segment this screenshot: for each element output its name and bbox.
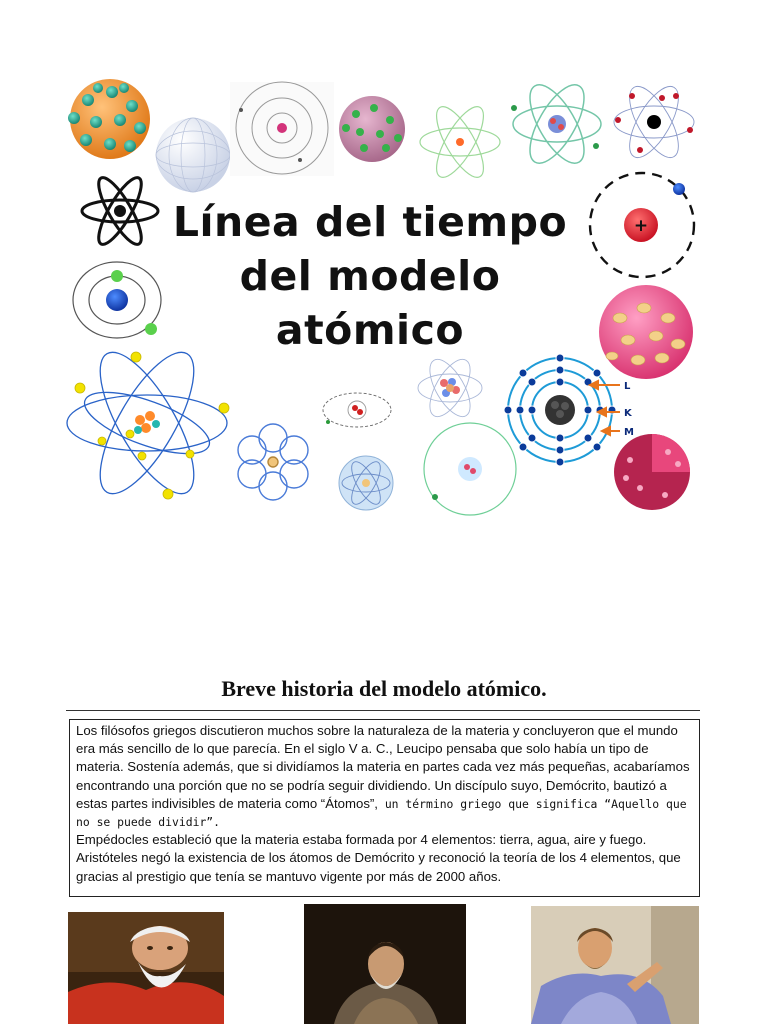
- rutherford-green-model: [420, 100, 500, 183]
- section-heading: Breve historia del modelo atómico.: [221, 676, 547, 701]
- page-title: [150, 195, 590, 357]
- rutherford-small-orbit-model: [323, 393, 391, 427]
- sommerfeld-flower-model: [238, 424, 308, 500]
- thomson-pink-model: [599, 285, 693, 379]
- dalton-sphere: [156, 118, 230, 192]
- rutherford-black-model: [614, 79, 694, 164]
- history-paragraph-3: Aristóteles negó la existencia de los átomos de Demócrito y reconoció la teoría de los 4 elementos, que gracias al prestigio que tenía se mantuvo vigente por más de 2000 años.: [76, 850, 681, 884]
- page-title-line-1: Línea del tiempo: [172, 198, 568, 246]
- history-text-box: [69, 719, 700, 897]
- shell-label-m: M: [624, 427, 634, 438]
- page-title-line-3: atómico: [275, 306, 465, 354]
- thomson-orange-model: [68, 79, 150, 159]
- history-paragraph-1: [76, 722, 693, 831]
- bohr-blue-model: [73, 262, 161, 338]
- philosopher-portrait-1: [68, 912, 224, 1024]
- history-paragraph-1-text: Los filósofos griegos discutieron muchos sobre la naturaleza de la materia y concluyeron que el mundo era más sencillo de lo que parecía. En el siglo V a. C., Leucipo pensaba que solo había un tipo de materia. Sostenía además, que si dividíamos la materia en partes cada vez más pequeñas, acabaríamos encontrando una porción que no se podría seguir dividiendo. Un discípulo suyo, Demócrito, bautizó a estas partes indivisibles de materia como “Átomos”,: [76, 723, 690, 811]
- history-paragraph-1-mono: un término griego que significa “Aquello que no se puede dividir”.: [76, 796, 687, 830]
- cutaway-sphere-model: [614, 434, 690, 510]
- philosopher-portrait-3: [531, 906, 699, 1024]
- philosopher-portrait-2: [304, 904, 466, 1024]
- bohr-concentric-model: [230, 82, 334, 176]
- history-paragraph-2: Empédocles estableció que la materia estaba formada por 4 elementos: tierra, agua, aire y fuego.: [76, 832, 647, 848]
- black-atom-symbol: [82, 173, 158, 250]
- bohr-dashed-orbit-model: [590, 173, 694, 277]
- rutherford-teal-model: [511, 77, 601, 171]
- shell-label-k: K: [624, 408, 632, 419]
- bohr-glow-model: [424, 423, 516, 515]
- shell-label-l: L: [624, 381, 631, 392]
- heading-divider: [66, 710, 700, 711]
- page-title-line-2: del modelo: [239, 252, 501, 300]
- nucleus-plus-sign: +: [633, 216, 649, 236]
- bohr-yellow-electron-model: [67, 340, 229, 507]
- thomson-mauve-model: [339, 96, 405, 162]
- rutherford-blue-sphere-model: [339, 456, 393, 510]
- bohr-shell-klm-model: [504, 354, 634, 466]
- nucleus-orbital-model: [418, 353, 482, 422]
